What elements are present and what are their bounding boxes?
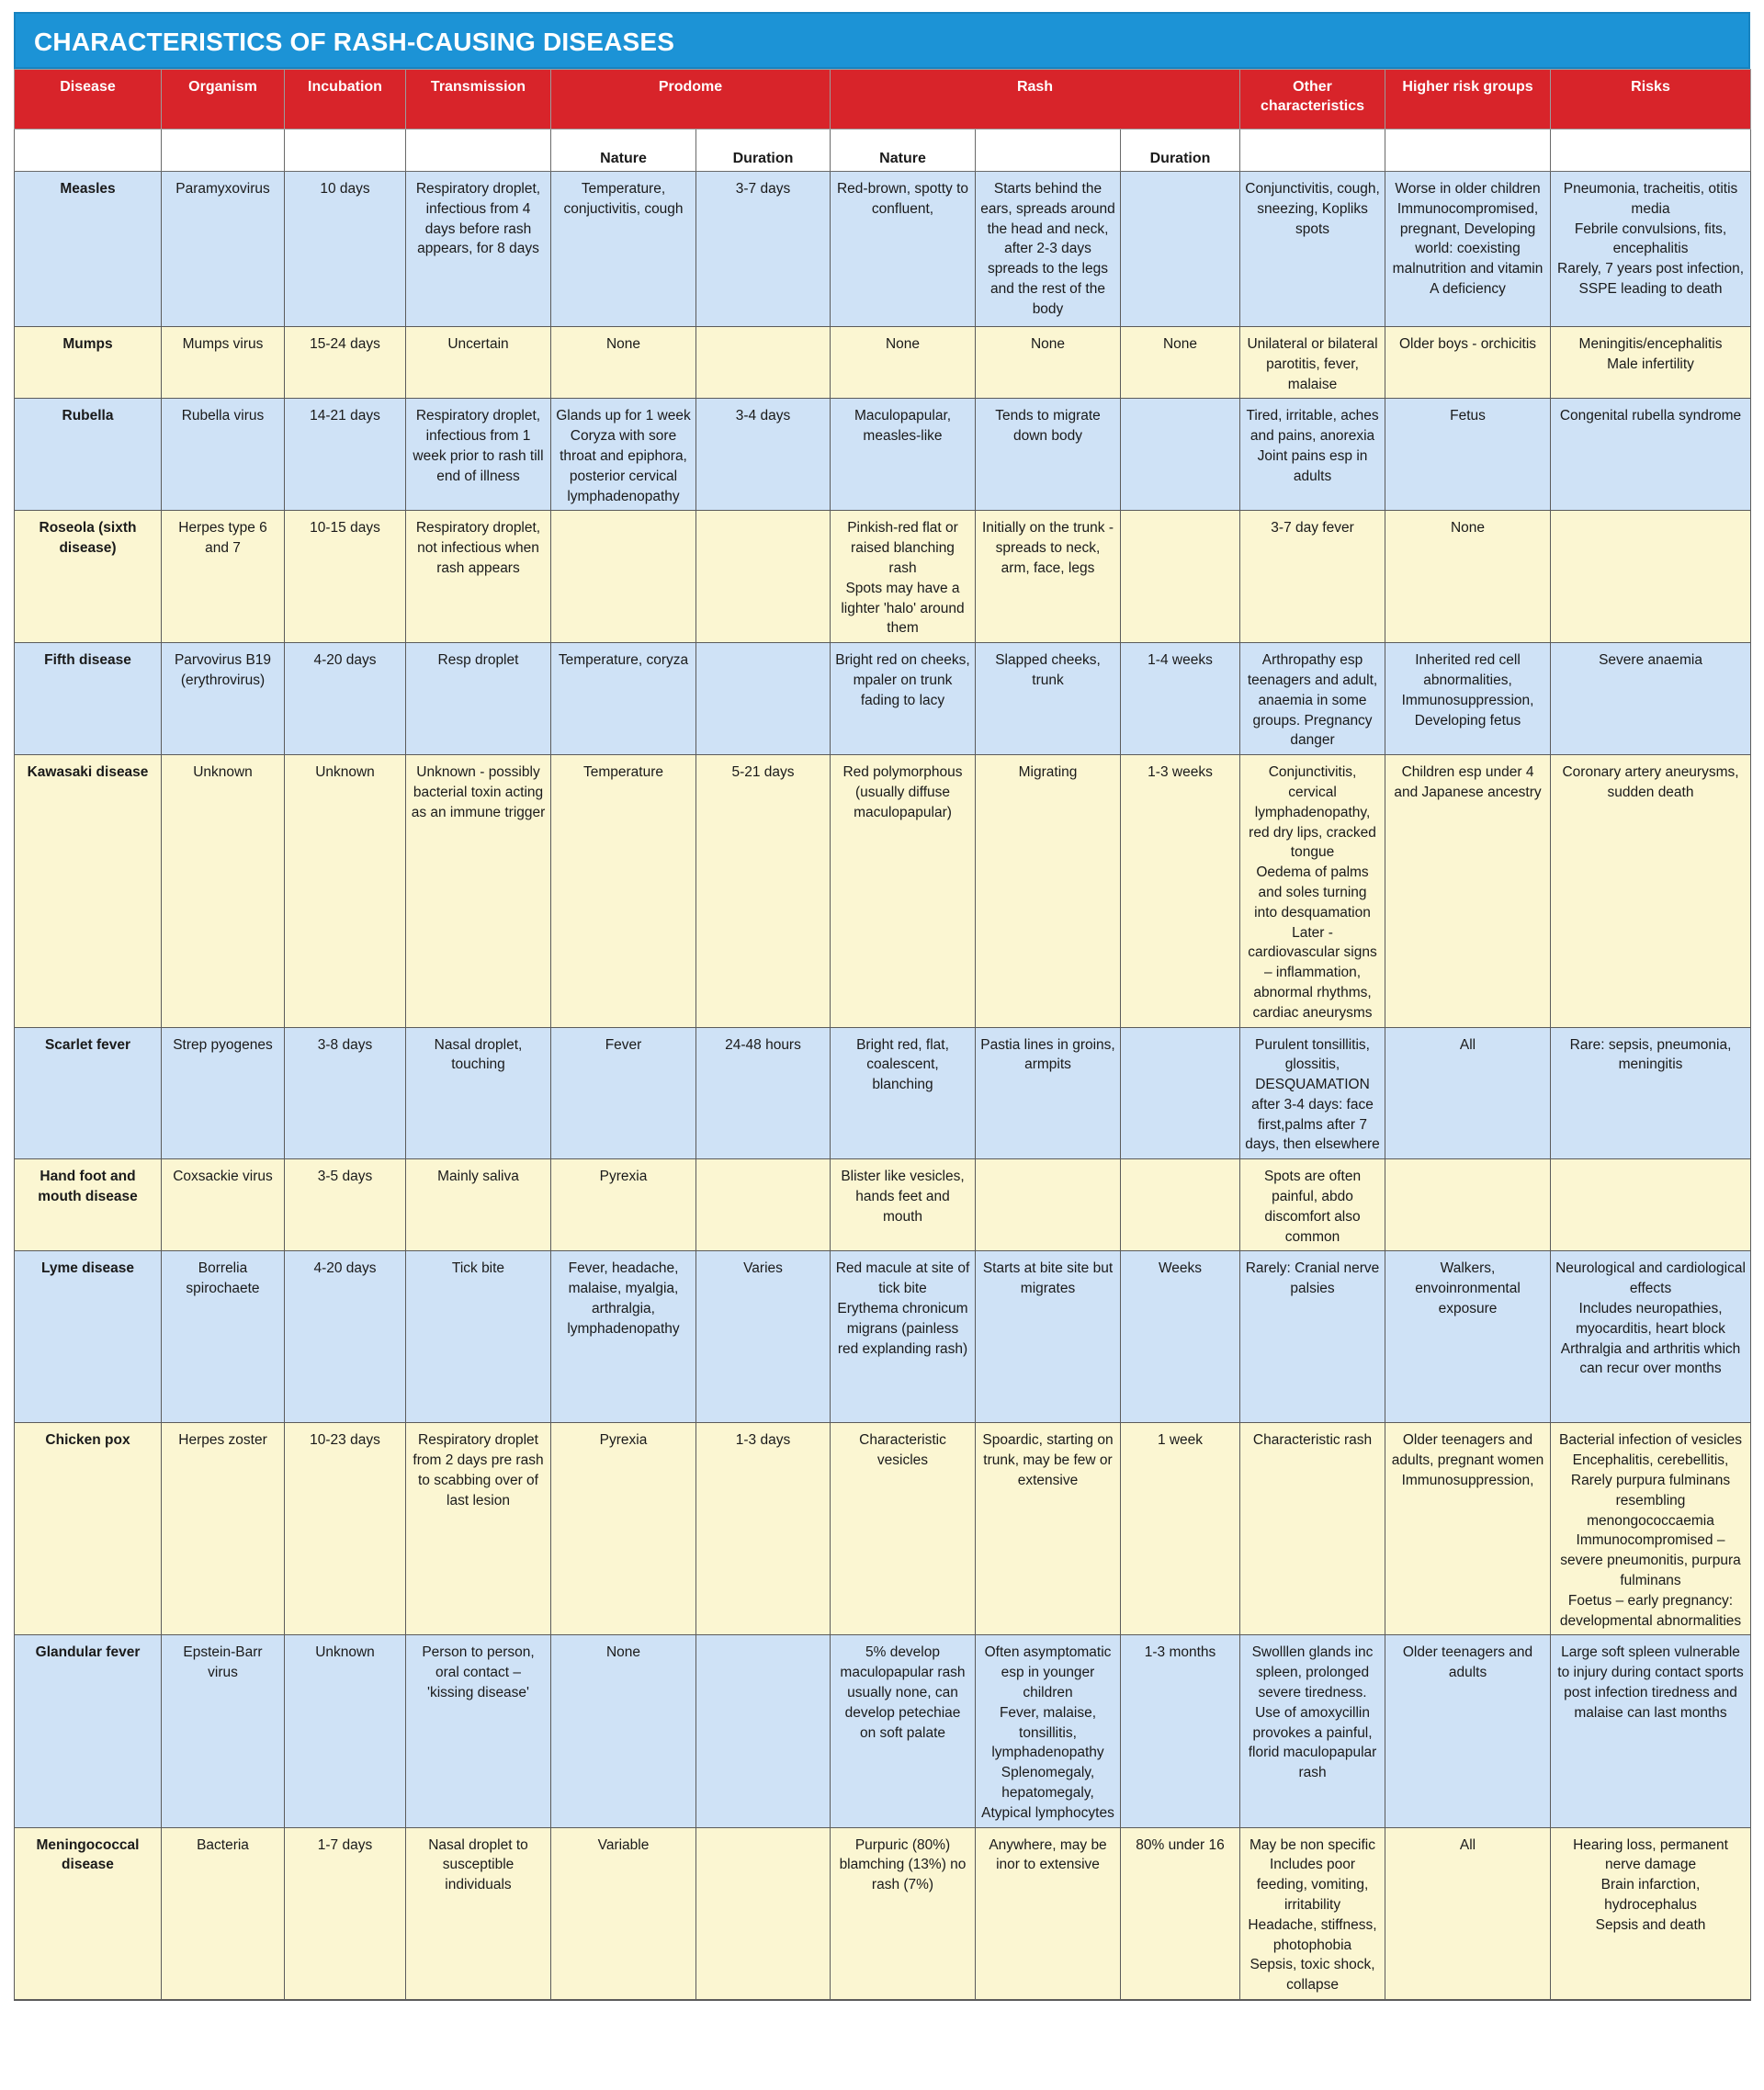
table-row — [15, 1635, 1751, 1827]
cell-transmission: Unknown - possibly bacterial toxin acting as an immune trigger — [406, 755, 551, 1027]
table-row — [15, 511, 1751, 643]
cell-organism: Coxsackie virus — [162, 1159, 285, 1251]
cell-disease: Chicken pox — [15, 1423, 162, 1635]
header-transmission: Transmission — [406, 70, 551, 130]
page-title: CHARACTERISTICS OF RASH-CAUSING DISEASES — [14, 12, 1750, 69]
subheader-blank — [1551, 130, 1751, 172]
cell-rash-nature: Pinkish-red flat or raised blanching rash Spots may have a lighter 'halo' around them — [831, 511, 976, 643]
cell-prodome-nature: None — [551, 1635, 696, 1827]
cell-other: Purulent tonsillitis, glossitis, DESQUAMATION after 3-4 days: face first,palms after 7 days, then elsewhere — [1240, 1027, 1385, 1159]
cell-other: Rarely: Cranial nerve palsies — [1240, 1251, 1385, 1423]
cell-prodome-nature: None — [551, 327, 696, 399]
cell-risks: Meningitis/encephalitis Male infertility — [1551, 327, 1751, 399]
cell-rash-duration: 1-3 months — [1121, 1635, 1240, 1827]
cell-rash-duration — [1121, 1027, 1240, 1159]
cell-prodome-duration: 5-21 days — [696, 755, 831, 1027]
cell-prodome-nature: Temperature, coryza — [551, 643, 696, 755]
cell-rash-distribution: Spoardic, starting on trunk, may be few or extensive — [976, 1423, 1121, 1635]
cell-disease: Glandular fever — [15, 1635, 162, 1827]
cell-rash-duration: 1 week — [1121, 1423, 1240, 1635]
cell-rash-distribution: Often asymptomatic esp in younger children Fever, malaise, tonsillitis, lymphadenopathy Splenomegaly, hepatomegaly, Atypical lymphocytes — [976, 1635, 1121, 1827]
cell-prodome-nature: Temperature — [551, 755, 696, 1027]
cell-disease: Meningococcal disease — [15, 1827, 162, 2000]
cell-rash-nature: Red-brown, spotty to confluent, — [831, 172, 976, 327]
cell-incubation: 10-15 days — [285, 511, 406, 643]
cell-rash-nature: Characteristic vesicles — [831, 1423, 976, 1635]
cell-other: Unilateral or bilateral parotitis, fever, malaise — [1240, 327, 1385, 399]
cell-prodome-nature: Temperature, conjuctivitis, cough — [551, 172, 696, 327]
cell-incubation: Unknown — [285, 1635, 406, 1827]
cell-rash-distribution: Pastia lines in groins, armpits — [976, 1027, 1121, 1159]
cell-disease: Rubella — [15, 399, 162, 511]
cell-rash-nature: Blister like vesicles, hands feet and mouth — [831, 1159, 976, 1251]
cell-prodome-duration: 24-48 hours — [696, 1027, 831, 1159]
cell-risk-groups: All — [1385, 1827, 1551, 2000]
cell-prodome-duration: 3-4 days — [696, 399, 831, 511]
cell-incubation: 4-20 days — [285, 643, 406, 755]
cell-transmission: Resp droplet — [406, 643, 551, 755]
cell-prodome-duration — [696, 511, 831, 643]
cell-risk-groups: None — [1385, 511, 1551, 643]
cell-risk-groups: Inherited red cell abnormalities, Immunosuppression, Developing fetus — [1385, 643, 1551, 755]
cell-incubation: 10-23 days — [285, 1423, 406, 1635]
subheader-blank — [162, 130, 285, 172]
cell-disease: Lyme disease — [15, 1251, 162, 1423]
cell-prodome-duration: 3-7 days — [696, 172, 831, 327]
cell-risks: Hearing loss, permanent nerve damage Brain infarction, hydrocephalus Sepsis and death — [1551, 1827, 1751, 2000]
table-container — [14, 12, 1750, 2001]
header-row — [15, 70, 1751, 130]
cell-incubation: 10 days — [285, 172, 406, 327]
cell-transmission: Nasal droplet to susceptible individuals — [406, 1827, 551, 2000]
cell-risks: Neurological and cardiological effects Includes neuropathies, myocarditis, heart block Arthralgia and arthritis which can recur over months — [1551, 1251, 1751, 1423]
cell-prodome-duration — [696, 327, 831, 399]
cell-disease: Fifth disease — [15, 643, 162, 755]
cell-other: May be non specific Includes poor feeding, vomiting, irritability Headache, stiffness, photophobia Sepsis, toxic shock, collapse — [1240, 1827, 1385, 2000]
subheader-rash-duration: Duration — [1121, 130, 1240, 172]
cell-other: 3-7 day fever — [1240, 511, 1385, 643]
header-organism: Organism — [162, 70, 285, 130]
header-prodome: Prodome — [551, 70, 831, 130]
cell-incubation: 15-24 days — [285, 327, 406, 399]
cell-risks — [1551, 1159, 1751, 1251]
subheader-blank — [1385, 130, 1551, 172]
cell-risks: Severe anaemia — [1551, 643, 1751, 755]
cell-prodome-nature — [551, 511, 696, 643]
cell-disease: Roseola (sixth disease) — [15, 511, 162, 643]
cell-rash-duration: Weeks — [1121, 1251, 1240, 1423]
cell-prodome-duration — [696, 643, 831, 755]
diseases-table — [14, 69, 1751, 2001]
cell-organism: Unknown — [162, 755, 285, 1027]
subheader-blank — [406, 130, 551, 172]
cell-rash-nature: Bright red, flat, coalescent, blanching — [831, 1027, 976, 1159]
cell-rash-distribution: None — [976, 327, 1121, 399]
cell-incubation: 4-20 days — [285, 1251, 406, 1423]
cell-transmission: Respiratory droplet, infectious from 1 week prior to rash till end of illness — [406, 399, 551, 511]
cell-incubation: 3-8 days — [285, 1027, 406, 1159]
cell-rash-distribution: Migrating — [976, 755, 1121, 1027]
cell-disease: Measles — [15, 172, 162, 327]
cell-rash-distribution: Starts behind the ears, spreads around the head and neck, after 2-3 days spreads to the legs and the rest of the body — [976, 172, 1121, 327]
subheader-prodome-nature: Nature — [551, 130, 696, 172]
cell-prodome-nature: Variable — [551, 1827, 696, 2000]
cell-transmission: Person to person, oral contact – 'kissing disease' — [406, 1635, 551, 1827]
cell-risks: Large soft spleen vulnerable to injury during contact sports post infection tiredness and malaise can last months — [1551, 1635, 1751, 1827]
cell-organism: Borrelia spirochaete — [162, 1251, 285, 1423]
table-row — [15, 399, 1751, 511]
cell-risks: Coronary artery aneurysms, sudden death — [1551, 755, 1751, 1027]
cell-rash-nature: Purpuric (80%) blamching (13%) no rash (7%) — [831, 1827, 976, 2000]
cell-transmission: Uncertain — [406, 327, 551, 399]
subheader-blank — [285, 130, 406, 172]
cell-rash-duration — [1121, 511, 1240, 643]
cell-organism: Herpes zoster — [162, 1423, 285, 1635]
cell-prodome-nature: Fever — [551, 1027, 696, 1159]
cell-prodome-duration — [696, 1827, 831, 2000]
cell-incubation: 14-21 days — [285, 399, 406, 511]
cell-other: Spots are often painful, abdo discomfort also common — [1240, 1159, 1385, 1251]
cell-risk-groups: Older teenagers and adults, pregnant women Immunosuppression, — [1385, 1423, 1551, 1635]
subheader-rash-nature: Nature — [831, 130, 976, 172]
subheader-rash-distribution — [976, 130, 1121, 172]
cell-prodome-nature: Glands up for 1 week Coryza with sore throat and epiphora, posterior cervical lymphadenopathy — [551, 399, 696, 511]
table-row — [15, 327, 1751, 399]
cell-rash-nature: Maculopapular, measles-like — [831, 399, 976, 511]
cell-transmission: Respiratory droplet, not infectious when rash appears — [406, 511, 551, 643]
header-risks: Risks — [1551, 70, 1751, 130]
cell-risk-groups: All — [1385, 1027, 1551, 1159]
cell-rash-nature: Bright red on cheeks, mpaler on trunk fading to lacy — [831, 643, 976, 755]
cell-risks — [1551, 511, 1751, 643]
cell-risks: Congenital rubella syndrome — [1551, 399, 1751, 511]
cell-disease: Hand foot and mouth disease — [15, 1159, 162, 1251]
table-row — [15, 755, 1751, 1027]
table-row — [15, 1827, 1751, 2000]
cell-prodome-nature: Fever, headache, malaise, myalgia, arthralgia, lymphadenopathy — [551, 1251, 696, 1423]
header-rash: Rash — [831, 70, 1240, 130]
cell-rash-duration: 80% under 16 — [1121, 1827, 1240, 2000]
cell-rash-distribution: Starts at bite site but migrates — [976, 1251, 1121, 1423]
cell-risk-groups: Older teenagers and adults — [1385, 1635, 1551, 1827]
cell-other: Swolllen glands inc spleen, prolonged severe tiredness. Use of amoxycillin provokes a painful, florid maculopapular rash — [1240, 1635, 1385, 1827]
table-row — [15, 643, 1751, 755]
cell-rash-nature: 5% develop maculopapular rash usually none, can develop petechiae on soft palate — [831, 1635, 976, 1827]
cell-risks: Pneumonia, tracheitis, otitis media Febrile convulsions, fits, encephalitis Rarely, 7 years post infection, SSPE leading to death — [1551, 172, 1751, 327]
cell-rash-duration: None — [1121, 327, 1240, 399]
cell-transmission: Respiratory droplet, infectious from 4 days before rash appears, for 8 days — [406, 172, 551, 327]
cell-prodome-nature: Pyrexia — [551, 1423, 696, 1635]
cell-rash-distribution: Slapped cheeks, trunk — [976, 643, 1121, 755]
cell-risks: Rare: sepsis, pneumonia, meningitis — [1551, 1027, 1751, 1159]
cell-incubation: 3-5 days — [285, 1159, 406, 1251]
cell-prodome-nature: Pyrexia — [551, 1159, 696, 1251]
cell-rash-distribution: Anywhere, may be inor to extensive — [976, 1827, 1121, 2000]
cell-prodome-duration — [696, 1635, 831, 1827]
cell-other: Arthropathy esp teenagers and adult, anaemia in some groups. Pregnancy danger — [1240, 643, 1385, 755]
cell-rash-duration — [1121, 399, 1240, 511]
cell-disease: Mumps — [15, 327, 162, 399]
cell-rash-nature: None — [831, 327, 976, 399]
subheader-blank — [15, 130, 162, 172]
cell-rash-distribution — [976, 1159, 1121, 1251]
header-incubation: Incubation — [285, 70, 406, 130]
cell-other: Conjunctivitis, cough, sneezing, Kopliks spots — [1240, 172, 1385, 327]
cell-risk-groups — [1385, 1159, 1551, 1251]
table-row — [15, 1159, 1751, 1251]
cell-rash-duration — [1121, 172, 1240, 327]
cell-prodome-duration: Varies — [696, 1251, 831, 1423]
cell-organism: Strep pyogenes — [162, 1027, 285, 1159]
cell-disease: Scarlet fever — [15, 1027, 162, 1159]
cell-rash-distribution: Initially on the trunk - spreads to neck, arm, face, legs — [976, 511, 1121, 643]
cell-risk-groups: Worse in older children Immunocompromised, pregnant, Developing world: coexisting malnutrition and vitamin A deficiency — [1385, 172, 1551, 327]
cell-prodome-duration: 1-3 days — [696, 1423, 831, 1635]
cell-risk-groups: Walkers, envoinronmental exposure — [1385, 1251, 1551, 1423]
table-body — [15, 172, 1751, 2000]
table-row — [15, 1027, 1751, 1159]
cell-other: Conjunctivitis, cervical lymphadenopathy, red dry lips, cracked tongue Oedema of palms and soles turning into desquamation Later - cardiovascular signs – inflammation, abnormal rhythms, cardiac aneurysms — [1240, 755, 1385, 1027]
cell-transmission: Respiratory droplet from 2 days pre rash to scabbing over of last lesion — [406, 1423, 551, 1635]
cell-organism: Rubella virus — [162, 399, 285, 511]
cell-transmission: Mainly saliva — [406, 1159, 551, 1251]
cell-organism: Epstein-Barr virus — [162, 1635, 285, 1827]
cell-rash-duration: 1-3 weeks — [1121, 755, 1240, 1027]
cell-disease: Kawasaki disease — [15, 755, 162, 1027]
cell-other: Tired, irritable, aches and pains, anorexia Joint pains esp in adults — [1240, 399, 1385, 511]
table-row — [15, 1423, 1751, 1635]
subheader-prodome-duration: Duration — [696, 130, 831, 172]
cell-organism: Bacteria — [162, 1827, 285, 2000]
cell-rash-nature: Red polymorphous (usually diffuse maculopapular) — [831, 755, 976, 1027]
cell-organism: Mumps virus — [162, 327, 285, 399]
cell-rash-duration: 1-4 weeks — [1121, 643, 1240, 755]
header-other: Other characteristics — [1240, 70, 1385, 130]
cell-other: Characteristic rash — [1240, 1423, 1385, 1635]
cell-rash-nature: Red macule at site of tick bite Erythema chronicum migrans (painless red explanding rash) — [831, 1251, 976, 1423]
cell-risk-groups: Older boys - orchicitis — [1385, 327, 1551, 399]
cell-organism: Herpes type 6 and 7 — [162, 511, 285, 643]
subheader-blank — [1240, 130, 1385, 172]
cell-transmission: Nasal droplet, touching — [406, 1027, 551, 1159]
table-row — [15, 1251, 1751, 1423]
cell-organism: Paramyxovirus — [162, 172, 285, 327]
cell-transmission: Tick bite — [406, 1251, 551, 1423]
cell-incubation: Unknown — [285, 755, 406, 1027]
cell-rash-distribution: Tends to migrate down body — [976, 399, 1121, 511]
subheader-row — [15, 130, 1751, 172]
header-disease: Disease — [15, 70, 162, 130]
cell-incubation: 1-7 days — [285, 1827, 406, 2000]
header-risk-groups: Higher risk groups — [1385, 70, 1551, 130]
cell-risk-groups: Children esp under 4 and Japanese ancestry — [1385, 755, 1551, 1027]
cell-prodome-duration — [696, 1159, 831, 1251]
cell-risks: Bacterial infection of vesicles Encephalitis, cerebellitis, Rarely purpura fulminans resembling menongococcaemia Immunocompromised – severe pneumonitis, purpura fulminans Foetus – early pregnancy: developmental abnormalities — [1551, 1423, 1751, 1635]
table-row — [15, 172, 1751, 327]
cell-rash-duration — [1121, 1159, 1240, 1251]
cell-risk-groups: Fetus — [1385, 399, 1551, 511]
cell-organism: Parvovirus B19 (erythrovirus) — [162, 643, 285, 755]
